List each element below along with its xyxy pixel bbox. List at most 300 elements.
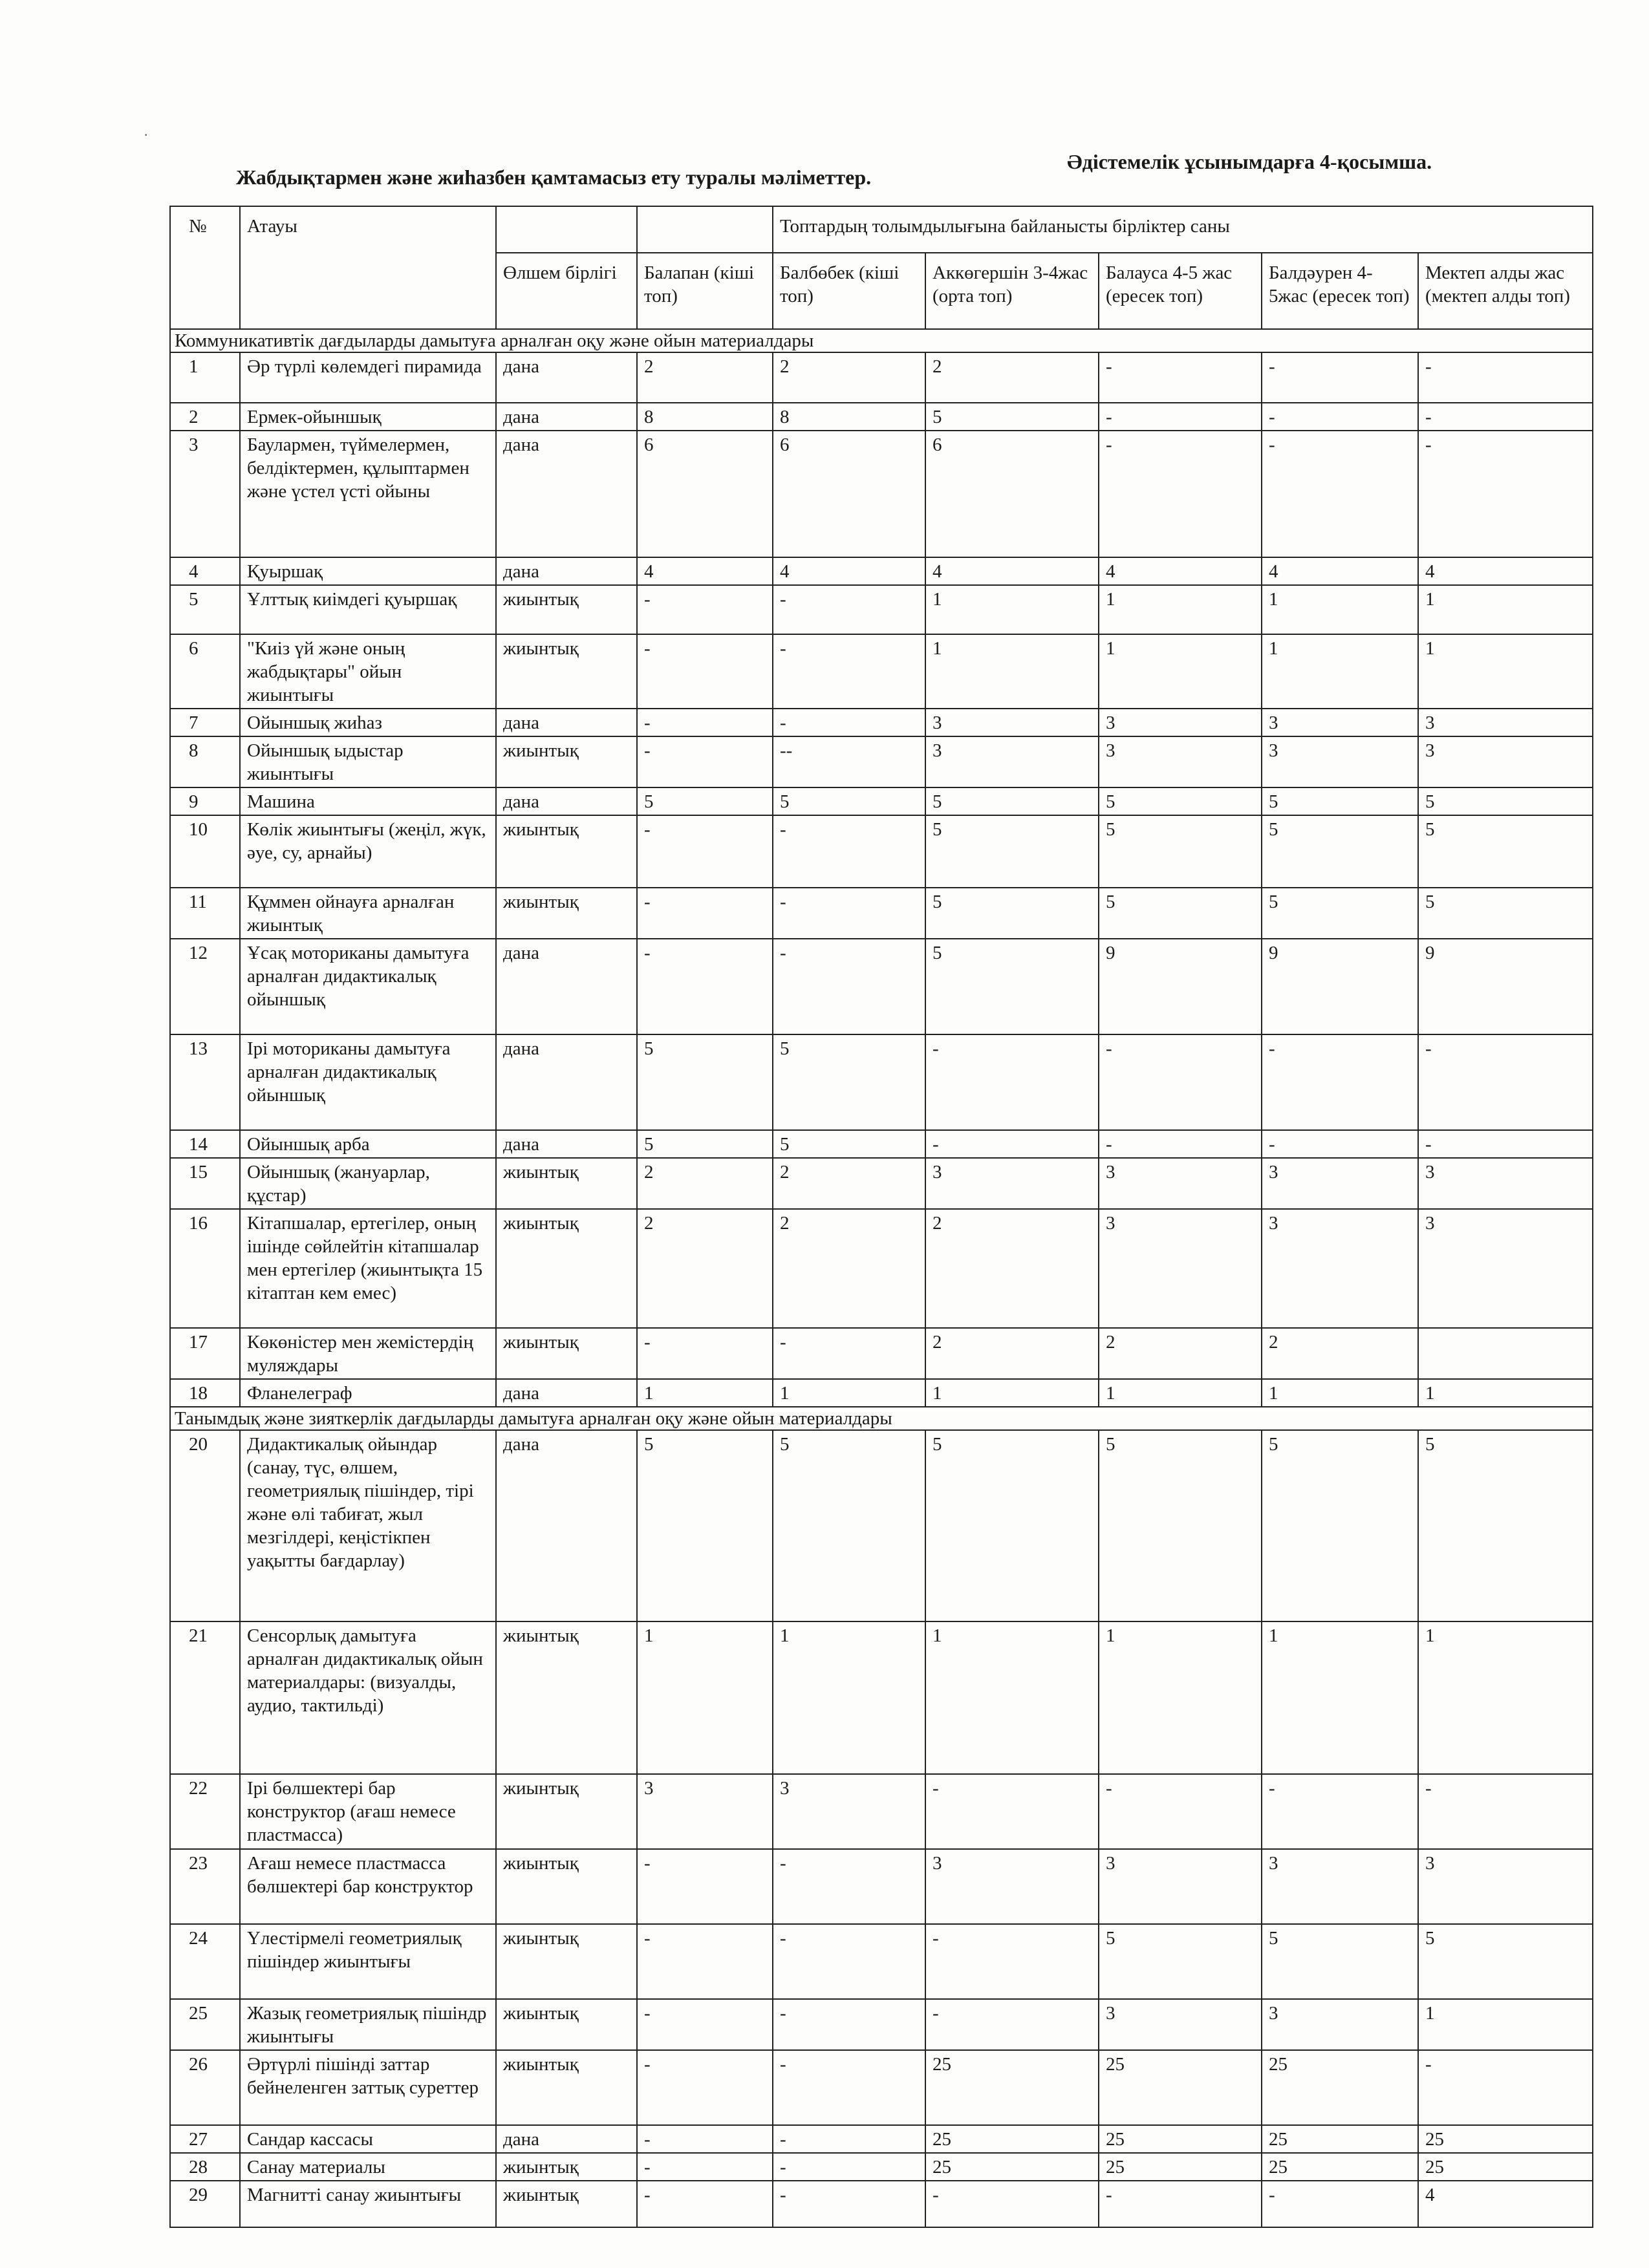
count-cell: - (637, 2125, 773, 2153)
count-cell: - (637, 815, 773, 888)
unit-cell: дана (496, 1430, 637, 1621)
unit-cell: дана (496, 1130, 637, 1158)
count-cell: - (637, 1328, 773, 1379)
count-cell: 3 (1099, 736, 1262, 787)
unit-cell: дана (496, 709, 637, 736)
count-cell: -- (773, 736, 925, 787)
header-group-balausa: Балауса 4-5 жас (ересек топ) (1099, 253, 1262, 329)
item-name: Ойыншық жиһаз (240, 709, 496, 736)
header-group-mektep-aldy: Мектеп алды жас (мектеп алды топ) (1418, 253, 1593, 329)
count-cell: - (1418, 1130, 1593, 1158)
count-cell: 5 (1099, 815, 1262, 888)
count-cell: 5 (925, 403, 1099, 431)
count-cell: 3 (925, 709, 1099, 736)
item-name: Фланелеграф (240, 1379, 496, 1407)
unit-cell: жиынтық (496, 2153, 637, 2181)
count-cell: 3 (637, 1774, 773, 1849)
count-cell: 4 (1418, 2181, 1593, 2227)
item-name: Қуыршақ (240, 557, 496, 585)
count-cell: - (637, 2050, 773, 2125)
item-name: Дидактикалық ойындар (санау, түс, өлшем, геометриялық пішіндер, тірі және өлі табиғат, жыл мезгілдері, кеңістікпен уақытты бағдарлау) (240, 1430, 496, 1621)
row-number: 24 (170, 1924, 240, 1999)
count-cell: 5 (773, 1034, 925, 1130)
count-cell: 3 (1262, 1209, 1418, 1328)
count-cell: - (773, 2125, 925, 2153)
count-cell: 3 (1262, 736, 1418, 787)
count-cell: 5 (1262, 1430, 1418, 1621)
count-cell: 25 (1099, 2125, 1262, 2153)
equipment-table-wrapper (169, 206, 1592, 2228)
table-row (170, 1328, 1593, 1379)
count-cell: 5 (1418, 888, 1593, 939)
unit-cell: жиынтық (496, 2050, 637, 2125)
unit-cell: жиынтық (496, 815, 637, 888)
unit-cell: дана (496, 939, 637, 1034)
item-name: Сенсорлық дамытуға арналған дидактикалық ойын материалдары: (визуалды, аудио, тактильді) (240, 1621, 496, 1774)
table-row (170, 815, 1593, 888)
table-row (170, 585, 1593, 634)
table-row (170, 2181, 1593, 2227)
count-cell: - (1262, 352, 1418, 403)
row-number: 27 (170, 2125, 240, 2153)
count-cell: - (637, 2153, 773, 2181)
table-row (170, 1158, 1593, 1209)
table-row (170, 1924, 1593, 1999)
item-name: Кітапшалар, ертегілер, оның ішінде сөйлейтін кітапшалар мен ертегілер (жиынтықта 15 кітаптан кем емес) (240, 1209, 496, 1328)
count-cell: 5 (1262, 1924, 1418, 1999)
count-cell: 3 (1262, 1849, 1418, 1924)
count-cell: 2 (637, 1158, 773, 1209)
count-cell: 25 (925, 2125, 1099, 2153)
count-cell: 1 (1418, 1621, 1593, 1774)
row-number: 10 (170, 815, 240, 888)
count-cell: 5 (1099, 1924, 1262, 1999)
count-cell: 5 (1262, 787, 1418, 815)
count-cell: - (925, 1924, 1099, 1999)
row-number: 16 (170, 1209, 240, 1328)
table-row (170, 403, 1593, 431)
count-cell: 9 (1262, 939, 1418, 1034)
count-cell: 9 (1099, 939, 1262, 1034)
count-cell: 5 (1099, 1430, 1262, 1621)
count-cell: - (1418, 431, 1593, 557)
item-name: Ойыншық арба (240, 1130, 496, 1158)
unit-cell: дана (496, 352, 637, 403)
count-cell: 2 (773, 352, 925, 403)
count-cell: 2 (925, 1209, 1099, 1328)
item-name: Ұсақ моториканы дамытуға арналған дидактикалық ойыншық (240, 939, 496, 1034)
item-name: Әр түрлі көлемдегі пирамида (240, 352, 496, 403)
equipment-table (169, 206, 1593, 2228)
count-cell: - (1262, 1774, 1418, 1849)
count-cell: - (1418, 1034, 1593, 1130)
unit-cell: жиынтық (496, 1849, 637, 1924)
count-cell: 5 (1099, 787, 1262, 815)
count-cell: 3 (1418, 736, 1593, 787)
table-row (170, 1130, 1593, 1158)
count-cell: 1 (1099, 585, 1262, 634)
row-number: 13 (170, 1034, 240, 1130)
unit-cell: жиынтық (496, 1328, 637, 1379)
item-name: Машина (240, 787, 496, 815)
count-cell: 3 (925, 1849, 1099, 1924)
unit-cell: жиынтық (496, 1924, 637, 1999)
section-title: Танымдық және зияткерлік дағдыларды дамытуға арналған оқу және ойын материалдары (170, 1407, 1593, 1430)
table-row (170, 736, 1593, 787)
row-number: 7 (170, 709, 240, 736)
table-row (170, 352, 1593, 403)
count-cell: 3 (1418, 1158, 1593, 1209)
count-cell: - (637, 585, 773, 634)
count-cell (1418, 1328, 1593, 1379)
count-cell: 3 (1418, 1209, 1593, 1328)
count-cell: 3 (925, 1158, 1099, 1209)
row-number: 8 (170, 736, 240, 787)
header-blank (496, 206, 637, 253)
table-row (170, 2050, 1593, 2125)
count-cell: 4 (773, 557, 925, 585)
unit-cell: жиынтық (496, 1158, 637, 1209)
count-cell: 5 (1099, 888, 1262, 939)
item-name: Баулармен, түймелермен, белдіктермен, құлыптармен және үстел үсті ойыны (240, 431, 496, 557)
count-cell: - (773, 1924, 925, 1999)
count-cell: 5 (773, 787, 925, 815)
count-cell: 8 (637, 403, 773, 431)
count-cell: 8 (773, 403, 925, 431)
count-cell: 4 (1418, 557, 1593, 585)
row-number: 14 (170, 1130, 240, 1158)
unit-cell: жиынтық (496, 1999, 637, 2050)
count-cell: 3 (1099, 1849, 1262, 1924)
row-number: 1 (170, 352, 240, 403)
count-cell: 1 (1099, 634, 1262, 709)
row-number: 29 (170, 2181, 240, 2227)
unit-cell: дана (496, 1379, 637, 1407)
count-cell: 3 (1262, 1999, 1418, 2050)
item-name: Ойыншық ыдыстар жиынтығы (240, 736, 496, 787)
count-cell: 2 (773, 1209, 925, 1328)
row-number: 25 (170, 1999, 240, 2050)
header-group-akkogershin: Аккөгершін 3-4жас (орта топ) (925, 253, 1099, 329)
item-name: Ағаш немесе пластмасса бөлшектері бар конструктор (240, 1849, 496, 1924)
count-cell: - (1418, 2050, 1593, 2125)
count-cell: 1 (1099, 1379, 1262, 1407)
unit-cell: дана (496, 1034, 637, 1130)
table-row (170, 1774, 1593, 1849)
count-cell: - (925, 1034, 1099, 1130)
count-cell: 3 (1418, 1849, 1593, 1924)
row-number: 3 (170, 431, 240, 557)
count-cell: 1 (1418, 634, 1593, 709)
table-row (170, 1034, 1593, 1130)
section-row (170, 1407, 1593, 1430)
count-cell: - (773, 2181, 925, 2227)
header-unit: Өлшем бірлігі (496, 253, 637, 329)
header-blank (637, 206, 773, 253)
unit-cell: жиынтық (496, 736, 637, 787)
count-cell: 3 (1262, 1158, 1418, 1209)
row-number: 18 (170, 1379, 240, 1407)
count-cell: 1 (1418, 1379, 1593, 1407)
header-group-balapan: Балапан (кіші топ) (637, 253, 773, 329)
count-cell: 1 (773, 1621, 925, 1774)
count-cell: 5 (925, 1430, 1099, 1621)
unit-cell: жиынтық (496, 1774, 637, 1849)
table-row (170, 1209, 1593, 1328)
count-cell: 25 (925, 2153, 1099, 2181)
count-cell: - (773, 1849, 925, 1924)
row-number: 22 (170, 1774, 240, 1849)
count-cell: - (1099, 1034, 1262, 1130)
count-cell: 1 (1262, 1621, 1418, 1774)
table-row (170, 1430, 1593, 1621)
item-name: Жазық геометриялық пішіндр жиынтығы (240, 1999, 496, 2050)
count-cell: - (637, 939, 773, 1034)
table-row (170, 1621, 1593, 1774)
document-title: Жабдықтармен және жиһазбен қамтамасыз ету туралы мәліметтер. (236, 166, 872, 189)
count-cell: - (1099, 1774, 1262, 1849)
count-cell: 25 (925, 2050, 1099, 2125)
count-cell: - (637, 888, 773, 939)
count-cell: 1 (925, 585, 1099, 634)
count-cell: 5 (637, 1034, 773, 1130)
count-cell: 2 (637, 1209, 773, 1328)
scan-speck: · (144, 127, 149, 143)
count-cell: - (1418, 1774, 1593, 1849)
section-title: Коммуникативтік дағдыларды дамытуға арналған оқу және ойын материалдары (170, 329, 1593, 352)
count-cell: 1 (637, 1621, 773, 1774)
unit-cell: дана (496, 557, 637, 585)
count-cell: 6 (637, 431, 773, 557)
item-name: Ірі моториканы дамытуға арналған дидактикалық ойыншық (240, 1034, 496, 1130)
item-name: "Киіз үй және оның жабдықтары" ойын жиынтығы (240, 634, 496, 709)
item-name: Көкөністер мен жемістердің муляждары (240, 1328, 496, 1379)
count-cell: - (1418, 352, 1593, 403)
unit-cell: жиынтық (496, 2181, 637, 2227)
count-cell: 2 (1262, 1328, 1418, 1379)
unit-cell: жиынтық (496, 585, 637, 634)
item-name: Үлестірмелі геометриялық пішіндер жиынтығы (240, 1924, 496, 1999)
count-cell: - (1262, 1130, 1418, 1158)
table-row (170, 557, 1593, 585)
count-cell: - (773, 2153, 925, 2181)
item-name: Көлік жиынтығы (жеңіл, жүк, әуе, су, арнайы) (240, 815, 496, 888)
count-cell: - (1099, 352, 1262, 403)
header-group-baldauren: Балдәурен 4-5жас (ересек топ) (1262, 253, 1418, 329)
count-cell: 3 (1418, 709, 1593, 736)
count-cell: 1 (1418, 585, 1593, 634)
unit-cell: дана (496, 787, 637, 815)
count-cell: 5 (1418, 1430, 1593, 1621)
row-number: 12 (170, 939, 240, 1034)
count-cell: - (1099, 1130, 1262, 1158)
count-cell: 3 (1099, 709, 1262, 736)
count-cell: 6 (925, 431, 1099, 557)
count-cell: - (925, 1774, 1099, 1849)
count-cell: - (637, 1924, 773, 1999)
count-cell: 5 (637, 787, 773, 815)
count-cell: - (637, 1849, 773, 1924)
count-cell: 2 (925, 352, 1099, 403)
count-cell: 25 (1262, 2153, 1418, 2181)
count-cell: - (637, 1999, 773, 2050)
count-cell: - (1099, 403, 1262, 431)
table-row (170, 787, 1593, 815)
row-number: 6 (170, 634, 240, 709)
count-cell: - (925, 1999, 1099, 2050)
count-cell: 3 (773, 1774, 925, 1849)
count-cell: - (925, 1130, 1099, 1158)
count-cell: 1 (1262, 1379, 1418, 1407)
count-cell: - (1262, 431, 1418, 557)
count-cell: 5 (1418, 1924, 1593, 1999)
count-cell: 3 (1099, 1209, 1262, 1328)
count-cell: 4 (925, 557, 1099, 585)
count-cell: - (773, 939, 925, 1034)
count-cell: - (1262, 403, 1418, 431)
count-cell: 2 (637, 352, 773, 403)
count-cell: 4 (1262, 557, 1418, 585)
table-row (170, 2125, 1593, 2153)
count-cell: 25 (1099, 2050, 1262, 2125)
table-row (170, 1849, 1593, 1924)
row-number: 9 (170, 787, 240, 815)
row-number: 4 (170, 557, 240, 585)
count-cell: 5 (773, 1130, 925, 1158)
row-number: 17 (170, 1328, 240, 1379)
count-cell: 5 (925, 888, 1099, 939)
count-cell: 2 (773, 1158, 925, 1209)
count-cell: 25 (1262, 2050, 1418, 2125)
count-cell: 25 (1099, 2153, 1262, 2181)
unit-cell: жиынтық (496, 1209, 637, 1328)
count-cell: - (637, 709, 773, 736)
count-cell: 5 (925, 787, 1099, 815)
table-row (170, 2153, 1593, 2181)
count-cell: - (773, 888, 925, 939)
row-number: 28 (170, 2153, 240, 2181)
count-cell: - (1418, 403, 1593, 431)
table-row (170, 888, 1593, 939)
unit-cell: дана (496, 431, 637, 557)
count-cell: 3 (1099, 1999, 1262, 2050)
item-name: Санау материалы (240, 2153, 496, 2181)
count-cell: 1 (1262, 634, 1418, 709)
unit-cell: дана (496, 2125, 637, 2153)
count-cell: - (1262, 1034, 1418, 1130)
header-units-by-group: Топтардың толымдылығына байланысты бірліктер саны (773, 206, 1593, 253)
count-cell: 25 (1262, 2125, 1418, 2153)
count-cell: - (637, 634, 773, 709)
header-group-balbobek: Балбөбек (кіші топ) (773, 253, 925, 329)
row-number: 5 (170, 585, 240, 634)
row-number: 2 (170, 403, 240, 431)
table-row (170, 939, 1593, 1034)
table-row (170, 431, 1593, 557)
section-row (170, 329, 1593, 352)
item-name: Ермек-ойыншық (240, 403, 496, 431)
count-cell: 5 (773, 1430, 925, 1621)
row-number: 23 (170, 1849, 240, 1924)
count-cell: 1 (925, 634, 1099, 709)
item-name: Ірі бөлшектері бар конструктор (ағаш немесе пластмасса) (240, 1774, 496, 1849)
count-cell: - (773, 1328, 925, 1379)
count-cell: - (1262, 2181, 1418, 2227)
row-number: 20 (170, 1430, 240, 1621)
count-cell: 5 (637, 1430, 773, 1621)
unit-cell: дана (496, 403, 637, 431)
count-cell: - (773, 709, 925, 736)
count-cell: - (1099, 431, 1262, 557)
count-cell: 2 (1099, 1328, 1262, 1379)
unit-cell: жиынтық (496, 634, 637, 709)
item-name: Магнитті санау жиынтығы (240, 2181, 496, 2227)
item-name: Ойыншық (жануарлар, құстар) (240, 1158, 496, 1209)
count-cell: 5 (1262, 815, 1418, 888)
count-cell: 1 (925, 1379, 1099, 1407)
item-name: Ұлттық киімдегі қуыршақ (240, 585, 496, 634)
table-row (170, 709, 1593, 736)
item-name: Құммен ойнауға арналған жиынтық (240, 888, 496, 939)
count-cell: 3 (1099, 1158, 1262, 1209)
count-cell: - (773, 815, 925, 888)
table-row (170, 634, 1593, 709)
count-cell: 1 (1418, 1999, 1593, 2050)
table-body (170, 329, 1593, 2227)
count-cell: 5 (925, 815, 1099, 888)
header-no: № (170, 206, 240, 329)
count-cell: - (637, 736, 773, 787)
count-cell: 1 (637, 1379, 773, 1407)
count-cell: - (773, 1999, 925, 2050)
table-row (170, 1999, 1593, 2050)
count-cell: 5 (925, 939, 1099, 1034)
count-cell: 6 (773, 431, 925, 557)
appendix-label: Әдістемелік ұсынымдарға 4-қосымша. (1067, 150, 1432, 173)
row-number: 21 (170, 1621, 240, 1774)
row-number: 15 (170, 1158, 240, 1209)
unit-cell: жиынтық (496, 888, 637, 939)
count-cell: 5 (1418, 787, 1593, 815)
count-cell: 3 (1262, 709, 1418, 736)
count-cell: 2 (925, 1328, 1099, 1379)
header-name: Атауы (240, 206, 496, 329)
count-cell: 25 (1418, 2153, 1593, 2181)
count-cell: 5 (1418, 815, 1593, 888)
count-cell: 1 (773, 1379, 925, 1407)
count-cell: 4 (637, 557, 773, 585)
count-cell: - (1099, 2181, 1262, 2227)
count-cell: 5 (637, 1130, 773, 1158)
count-cell: - (637, 2181, 773, 2227)
row-number: 11 (170, 888, 240, 939)
count-cell: 1 (1099, 1621, 1262, 1774)
count-cell: - (773, 634, 925, 709)
unit-cell: жиынтық (496, 1621, 637, 1774)
item-name: Сандар кассасы (240, 2125, 496, 2153)
count-cell: 1 (925, 1621, 1099, 1774)
count-cell: 1 (1262, 585, 1418, 634)
count-cell: - (773, 585, 925, 634)
row-number: 26 (170, 2050, 240, 2125)
count-cell: - (773, 2050, 925, 2125)
count-cell: 3 (925, 736, 1099, 787)
count-cell: 25 (1418, 2125, 1593, 2153)
table-row (170, 1379, 1593, 1407)
count-cell: - (925, 2181, 1099, 2227)
item-name: Әртүрлі пішінді заттар бейнеленген заттық суреттер (240, 2050, 496, 2125)
count-cell: 4 (1099, 557, 1262, 585)
